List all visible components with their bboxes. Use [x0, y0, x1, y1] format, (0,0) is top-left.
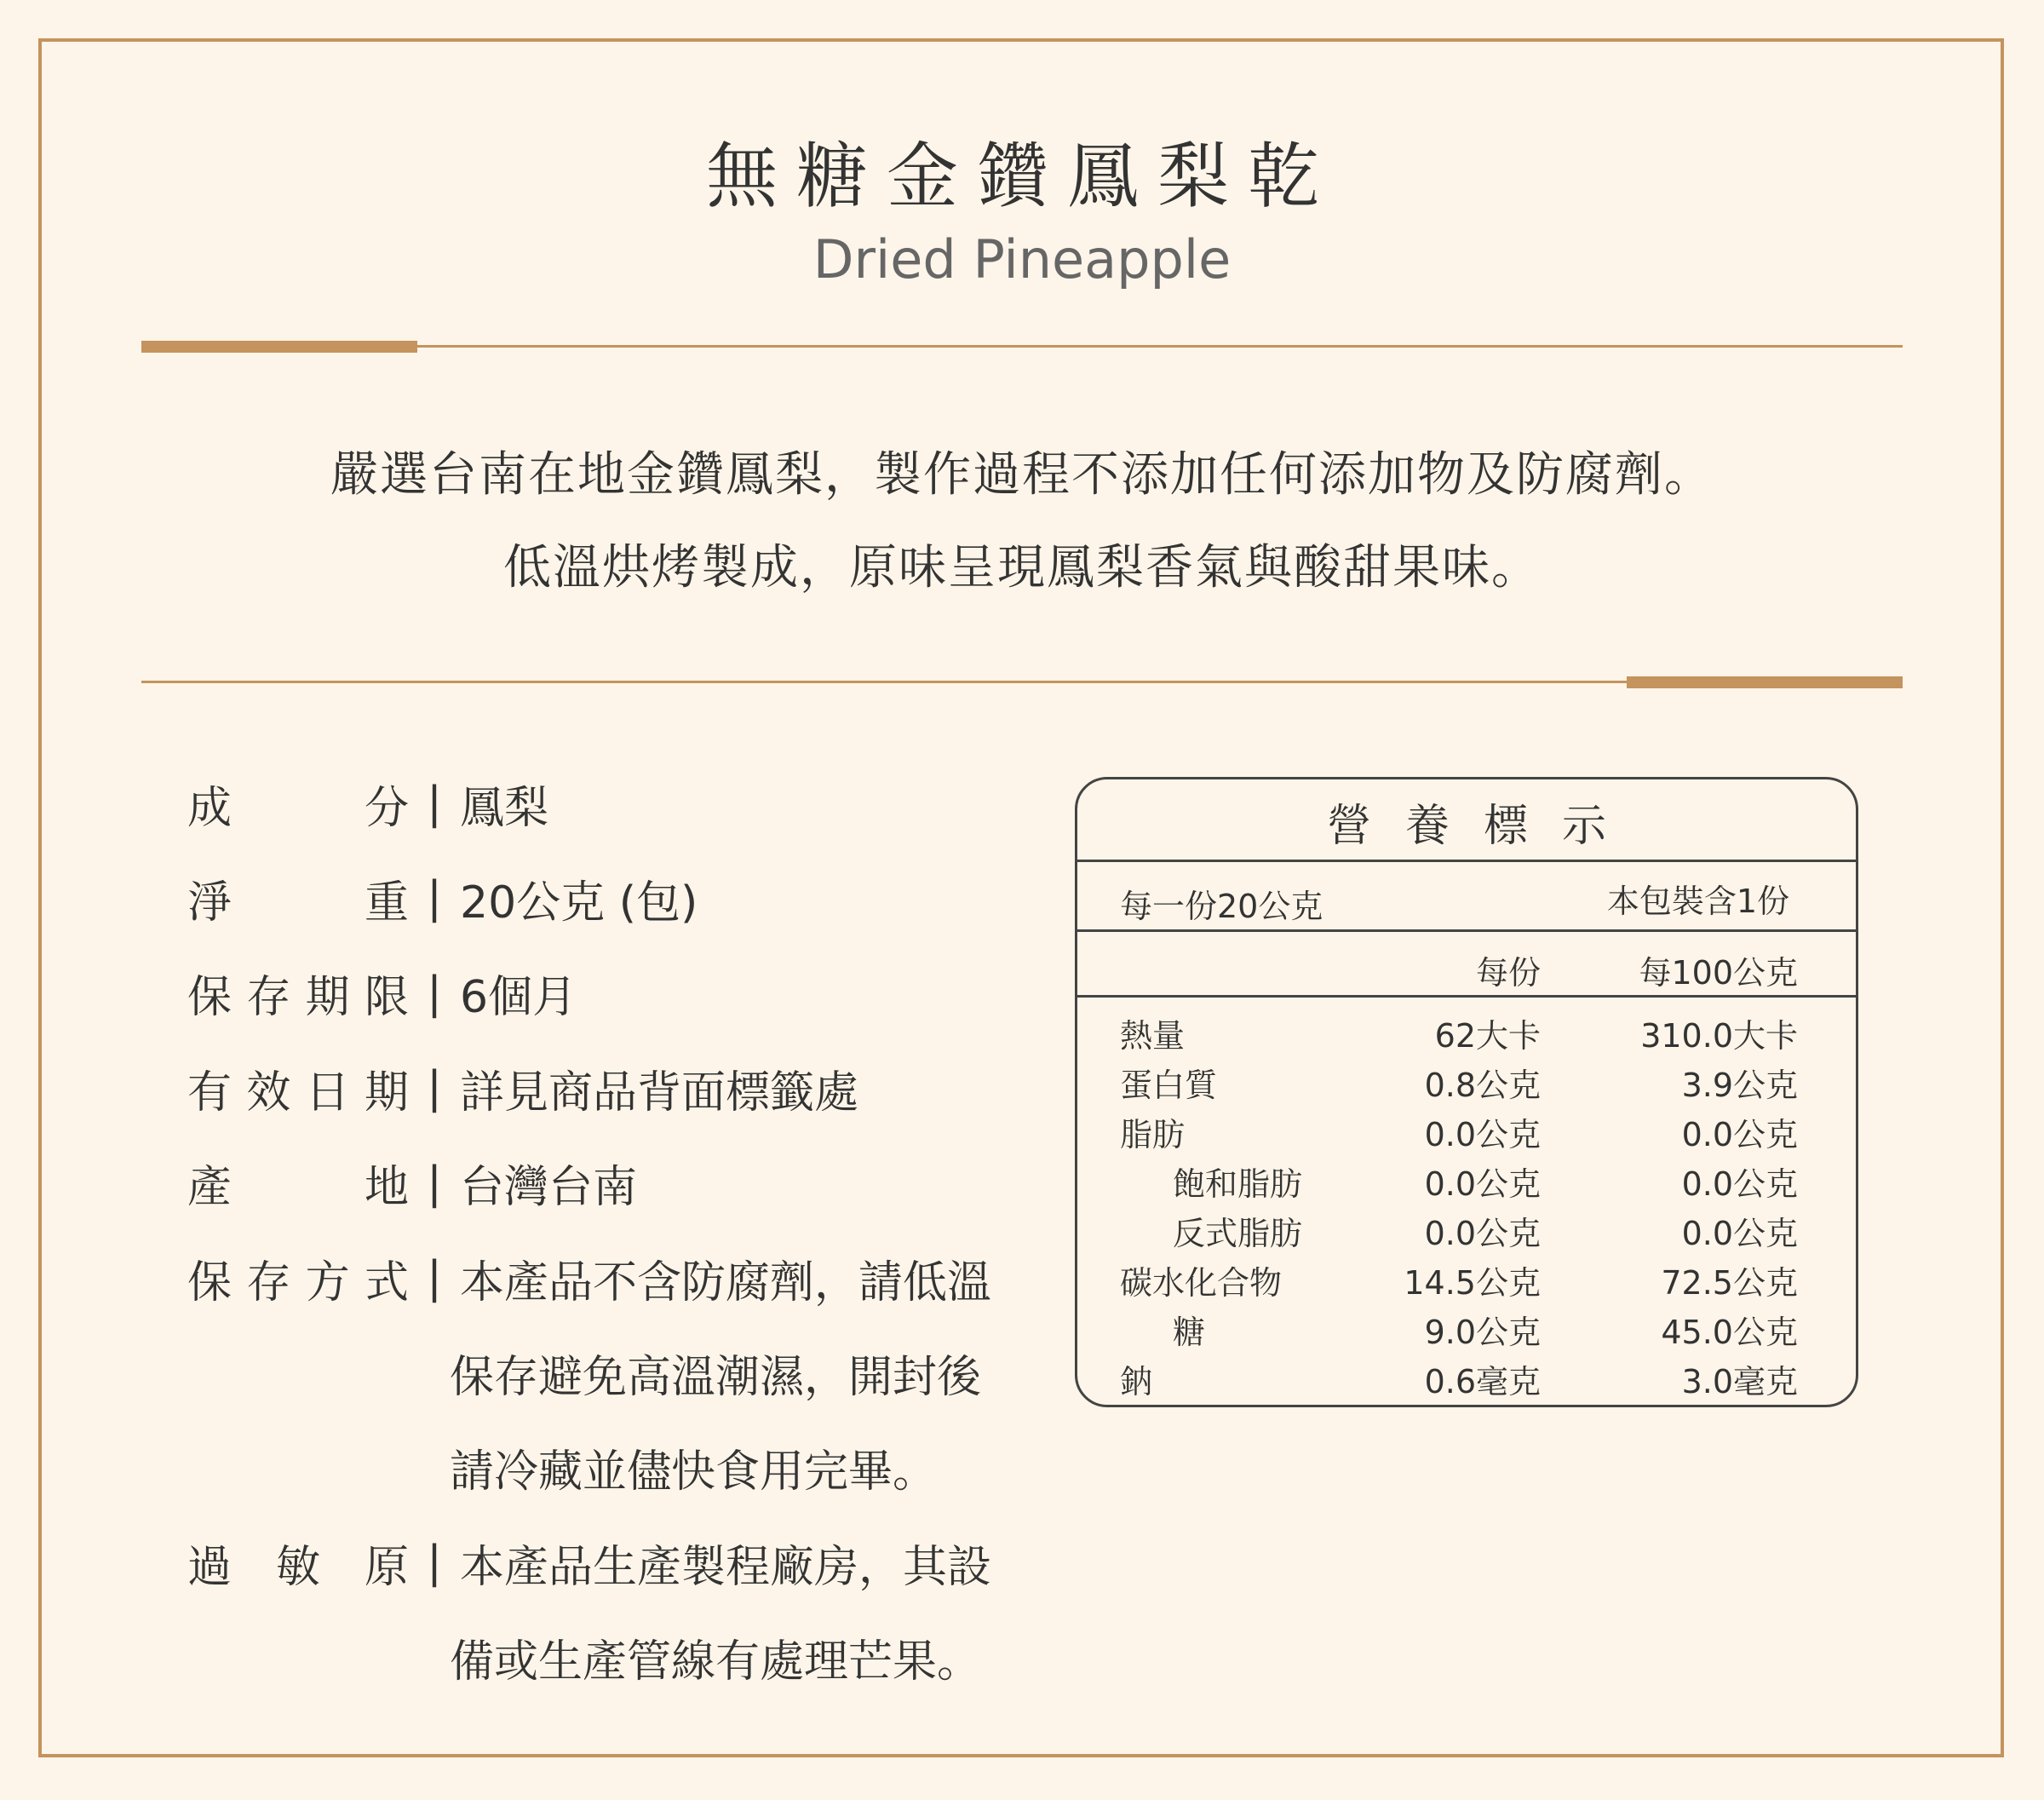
top-divider-accent	[141, 341, 417, 353]
product-title: 無糖金鑽鳳梨乾	[705, 135, 1338, 218]
nutrient-per-100g: 0.0公克	[1681, 1165, 1798, 1203]
spec-separator: |	[427, 778, 442, 829]
column-header-per-serving: 每份	[1475, 954, 1541, 992]
spec-label-char: 重	[364, 877, 409, 929]
spec-label-char: 過	[187, 1541, 233, 1593]
nutrient-name: 糖	[1173, 1314, 1206, 1351]
spec-label	[187, 772, 409, 836]
serving-size: 每一份20公克	[1120, 888, 1323, 925]
nutrient-per-100g: 0.0公克	[1681, 1215, 1798, 1252]
nutrient-name: 脂肪	[1120, 1116, 1186, 1153]
nutrient-per-serving: 0.0公克	[1424, 1116, 1541, 1153]
spec-separator: |	[427, 1252, 442, 1303]
spec-label-char: 原	[364, 1541, 409, 1593]
spec-label-char: 式	[364, 1257, 409, 1308]
nutrition-facts-table	[1075, 777, 1858, 1407]
nutrition-divider	[1077, 860, 1856, 862]
spec-label-char: 保	[187, 972, 233, 1024]
description-line-1: 嚴選台南在地金鑽鳳梨，製作過程不添加任何添加物及防腐劑。	[330, 447, 1714, 503]
spec-label-char: 期	[305, 972, 350, 1024]
spec-row	[187, 773, 548, 833]
nutrient-per-serving: 9.0公克	[1424, 1314, 1541, 1351]
spec-label	[187, 1056, 409, 1120]
spec-label-char: 地	[364, 1162, 409, 1214]
spec-label	[187, 961, 409, 1025]
spec-separator: |	[427, 1537, 442, 1589]
nutrient-per-100g: 3.0毫克	[1681, 1363, 1798, 1400]
spec-separator: |	[427, 872, 442, 924]
spec-row	[187, 1058, 858, 1118]
nutrient-per-serving: 0.0公克	[1424, 1165, 1541, 1203]
column-header-per-100g: 每100公克	[1639, 954, 1798, 992]
spec-separator: |	[427, 1062, 442, 1114]
nutrient-per-100g: 310.0大卡	[1640, 1017, 1798, 1055]
servings-per-package: 本包裝含1份	[1606, 883, 1789, 920]
spec-value: 鳳梨	[460, 782, 549, 834]
spec-label-char: 產	[187, 1162, 233, 1214]
nutrition-divider	[1077, 995, 1856, 998]
spec-label	[187, 1151, 409, 1215]
spec-separator: |	[427, 1157, 442, 1209]
nutrient-name: 碳水化合物	[1120, 1264, 1283, 1302]
spec-label-char: 保	[187, 1257, 233, 1308]
spec-value: 20公克 (包)	[460, 877, 698, 929]
nutrient-per-100g: 72.5公克	[1661, 1264, 1798, 1302]
spec-value: 本產品不含防腐劑，請低溫	[460, 1257, 992, 1308]
spec-label-char: 期	[364, 1067, 409, 1119]
spec-value: 台灣台南	[460, 1162, 638, 1214]
spec-value: 6個月	[460, 972, 577, 1024]
spec-value-continuation: 備或生產管線有處理芒果。	[450, 1636, 982, 1688]
spec-label-char: 分	[364, 782, 409, 834]
nutrient-per-serving: 14.5公克	[1404, 1264, 1541, 1302]
spec-label	[187, 1531, 409, 1595]
spec-row	[187, 963, 577, 1023]
spec-label-char: 有	[187, 1067, 233, 1119]
nutrient-per-serving: 0.8公克	[1424, 1067, 1541, 1104]
spec-label-char: 淨	[187, 877, 233, 929]
spec-label-char: 存	[246, 972, 291, 1024]
spec-row	[187, 1533, 991, 1592]
nutrient-per-100g: 3.9公克	[1681, 1067, 1798, 1104]
spec-label-char: 日	[305, 1067, 350, 1119]
spec-label-char: 效	[246, 1067, 291, 1119]
spec-label-char: 成	[187, 782, 233, 834]
nutrient-name: 熱量	[1120, 1017, 1186, 1055]
bottom-divider-accent	[1627, 676, 1903, 688]
spec-value-continuation: 請冷藏並儘快食用完畢。	[450, 1446, 938, 1498]
product-subtitle: Dried Pineapple	[812, 228, 1232, 290]
nutrient-name: 飽和脂肪	[1173, 1165, 1303, 1203]
spec-row	[187, 868, 698, 928]
nutrient-per-100g: 0.0公克	[1681, 1116, 1798, 1153]
spec-label-char: 敏	[275, 1541, 320, 1593]
spec-value: 本產品生產製程廠房，其設	[460, 1541, 992, 1593]
spec-value-continuation: 保存避免高溫潮濕，開封後	[450, 1351, 982, 1403]
nutrient-name: 蛋白質	[1120, 1067, 1218, 1104]
nutrition-divider	[1077, 929, 1856, 932]
description-line-2: 低溫烘烤製成，原味呈現鳳梨香氣與酸甜果味。	[503, 540, 1541, 595]
spec-row	[187, 1153, 637, 1213]
spec-row	[187, 1248, 991, 1308]
spec-label-char: 方	[305, 1257, 350, 1308]
spec-label-char: 存	[246, 1257, 291, 1308]
nutrition-title: 營養標示	[1326, 801, 1640, 852]
nutrient-name: 反式脂肪	[1173, 1215, 1303, 1252]
spec-label-char: 限	[364, 972, 409, 1024]
spec-separator: |	[427, 967, 442, 1019]
nutrient-per-serving: 0.6毫克	[1424, 1363, 1541, 1400]
spec-label	[187, 866, 409, 930]
spec-label	[187, 1246, 409, 1310]
spec-value: 詳見商品背面標籤處	[460, 1067, 859, 1119]
nutrient-per-serving: 62大卡	[1434, 1017, 1541, 1055]
nutrient-name: 鈉	[1120, 1363, 1153, 1400]
nutrient-per-serving: 0.0公克	[1424, 1215, 1541, 1252]
nutrient-per-100g: 45.0公克	[1661, 1314, 1798, 1351]
